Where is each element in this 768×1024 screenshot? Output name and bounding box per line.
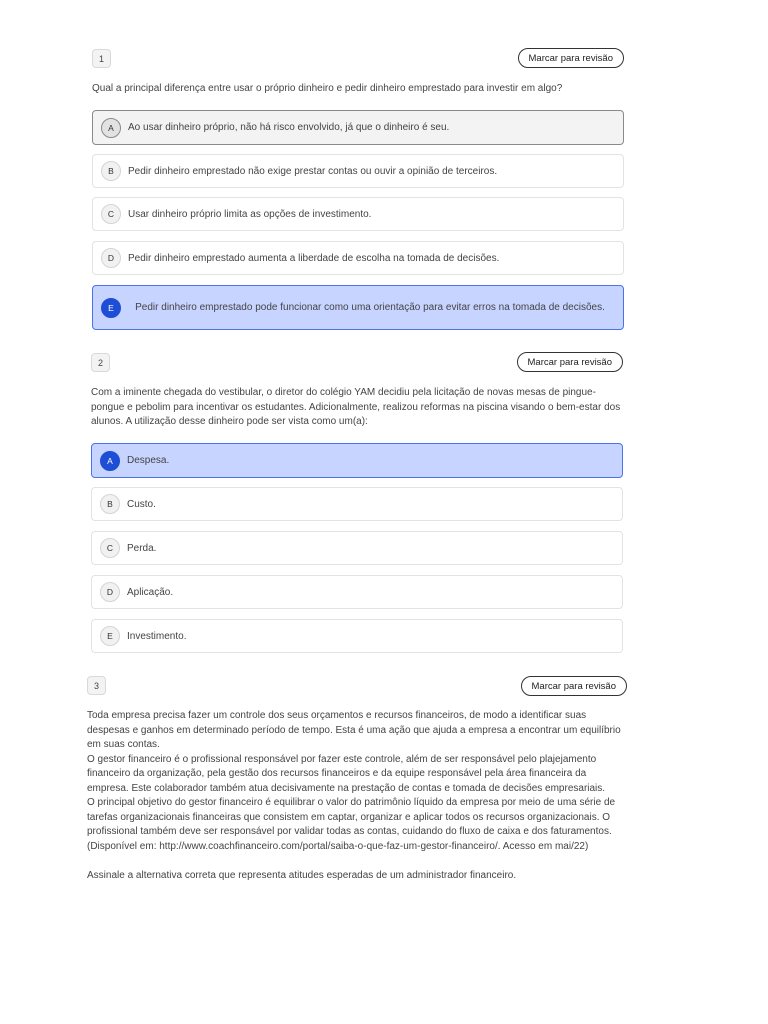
option-d[interactable] (91, 575, 623, 609)
mark-for-review-button[interactable]: Marcar para revisão (521, 676, 627, 696)
question-paragraph: O gestor financeiro é o profissional responsável por fazer este controle, além de ser responsável pelo plajejamento financeiro da organização, pela gestão dos recursos financeiros e da equipe responsável pela área financeira da empresa. Este colaborador também atua decisivamente na prestação de contas e tomada de decisões empresariais. (87, 753, 606, 794)
option-text: Perda. (127, 542, 157, 554)
option-text: Pedir dinheiro emprestado pode funcionar como uma orientação para evitar erros na tomada de decisões. (135, 302, 605, 313)
option-e[interactable] (91, 619, 623, 653)
question-text: Com a iminente chegada do vestibular, o diretor do colégio YAM decidiu pela licitação de novas mesas de pingue-pongue e pebolim para incentivar os estudantes. Adicionalmente, realizou reformas na piscina visando o bem-estar dos alunos. A utilização desse dinheiro pode ser vista como um(a): (91, 387, 621, 427)
option-letter: A (100, 451, 120, 471)
question-number: 1 (92, 49, 111, 68)
question-number: 3 (87, 676, 106, 695)
option-letter: B (100, 494, 120, 514)
option-text: Usar dinheiro próprio limita as opções de investimento. (128, 208, 372, 220)
option-letter: C (100, 538, 120, 558)
option-text: Investimento. (127, 630, 187, 642)
question-1 (92, 48, 624, 333)
option-letter: B (101, 161, 121, 181)
question-text (87, 709, 625, 883)
option-b[interactable] (91, 487, 623, 521)
option-letter: D (101, 248, 121, 268)
option-e[interactable] (92, 285, 624, 330)
option-text: Custo. (127, 498, 156, 510)
option-text: Ao usar dinheiro próprio, não há risco envolvido, já que o dinheiro é seu. (128, 122, 450, 133)
option-text: Aplicação. (127, 586, 174, 598)
option-text: Pedir dinheiro emprestado aumenta a liberdade de escolha na tomada de decisões. (128, 252, 500, 264)
option-letter: D (100, 582, 120, 602)
question-text: Qual a principal diferença entre usar o próprio dinheiro e pedir dinheiro emprestado para investir em algo? (92, 83, 563, 94)
option-a[interactable] (91, 443, 623, 478)
option-a[interactable] (92, 110, 624, 145)
question-3 (87, 676, 627, 916)
option-d[interactable] (92, 241, 624, 275)
option-text: Pedir dinheiro emprestado não exige prestar contas ou ouvir a opinião de terceiros. (128, 165, 498, 177)
option-letter: E (101, 298, 121, 318)
option-letter: A (101, 118, 121, 138)
question-2 (91, 352, 623, 654)
option-text: Despesa. (127, 455, 170, 466)
question-prompt: Assinale a alternativa correta que representa atitudes esperadas de um administrador financeiro. (87, 869, 517, 881)
option-c[interactable] (92, 197, 624, 231)
question-paragraph: O principal objetivo do gestor financeiro é equilibrar o valor do patrimônio líquido da empresa por meio de uma série de tarefas organizacionais financeiras que consistem em captar, organizar e aplicar todos os recursos organizacionais. O profissional também deve ser responsável por validar todas as contas, cuidando do fluxo de caixa e dos faturamentos. (Disponível em: http://www.coachfinanceiro.com/portal/saiba-o-que-faz-um-gestor-financeiro/. Acesso em mai/22) (87, 797, 616, 852)
question-number: 2 (91, 353, 110, 372)
option-b[interactable] (92, 154, 624, 188)
option-letter: C (101, 204, 121, 224)
question-paragraph: Toda empresa precisa fazer um controle dos seus orçamentos e recursos financeiros, de modo a identificar suas despesas e ganhos em determinado período de tempo. Esta é uma ação que ajuda a empresa a encontrar um equilíbrio em suas contas. (87, 710, 621, 750)
option-letter: E (100, 626, 120, 646)
option-c[interactable] (91, 531, 623, 565)
mark-for-review-button[interactable]: Marcar para revisão (517, 352, 623, 372)
mark-for-review-button[interactable]: Marcar para revisão (518, 48, 624, 68)
